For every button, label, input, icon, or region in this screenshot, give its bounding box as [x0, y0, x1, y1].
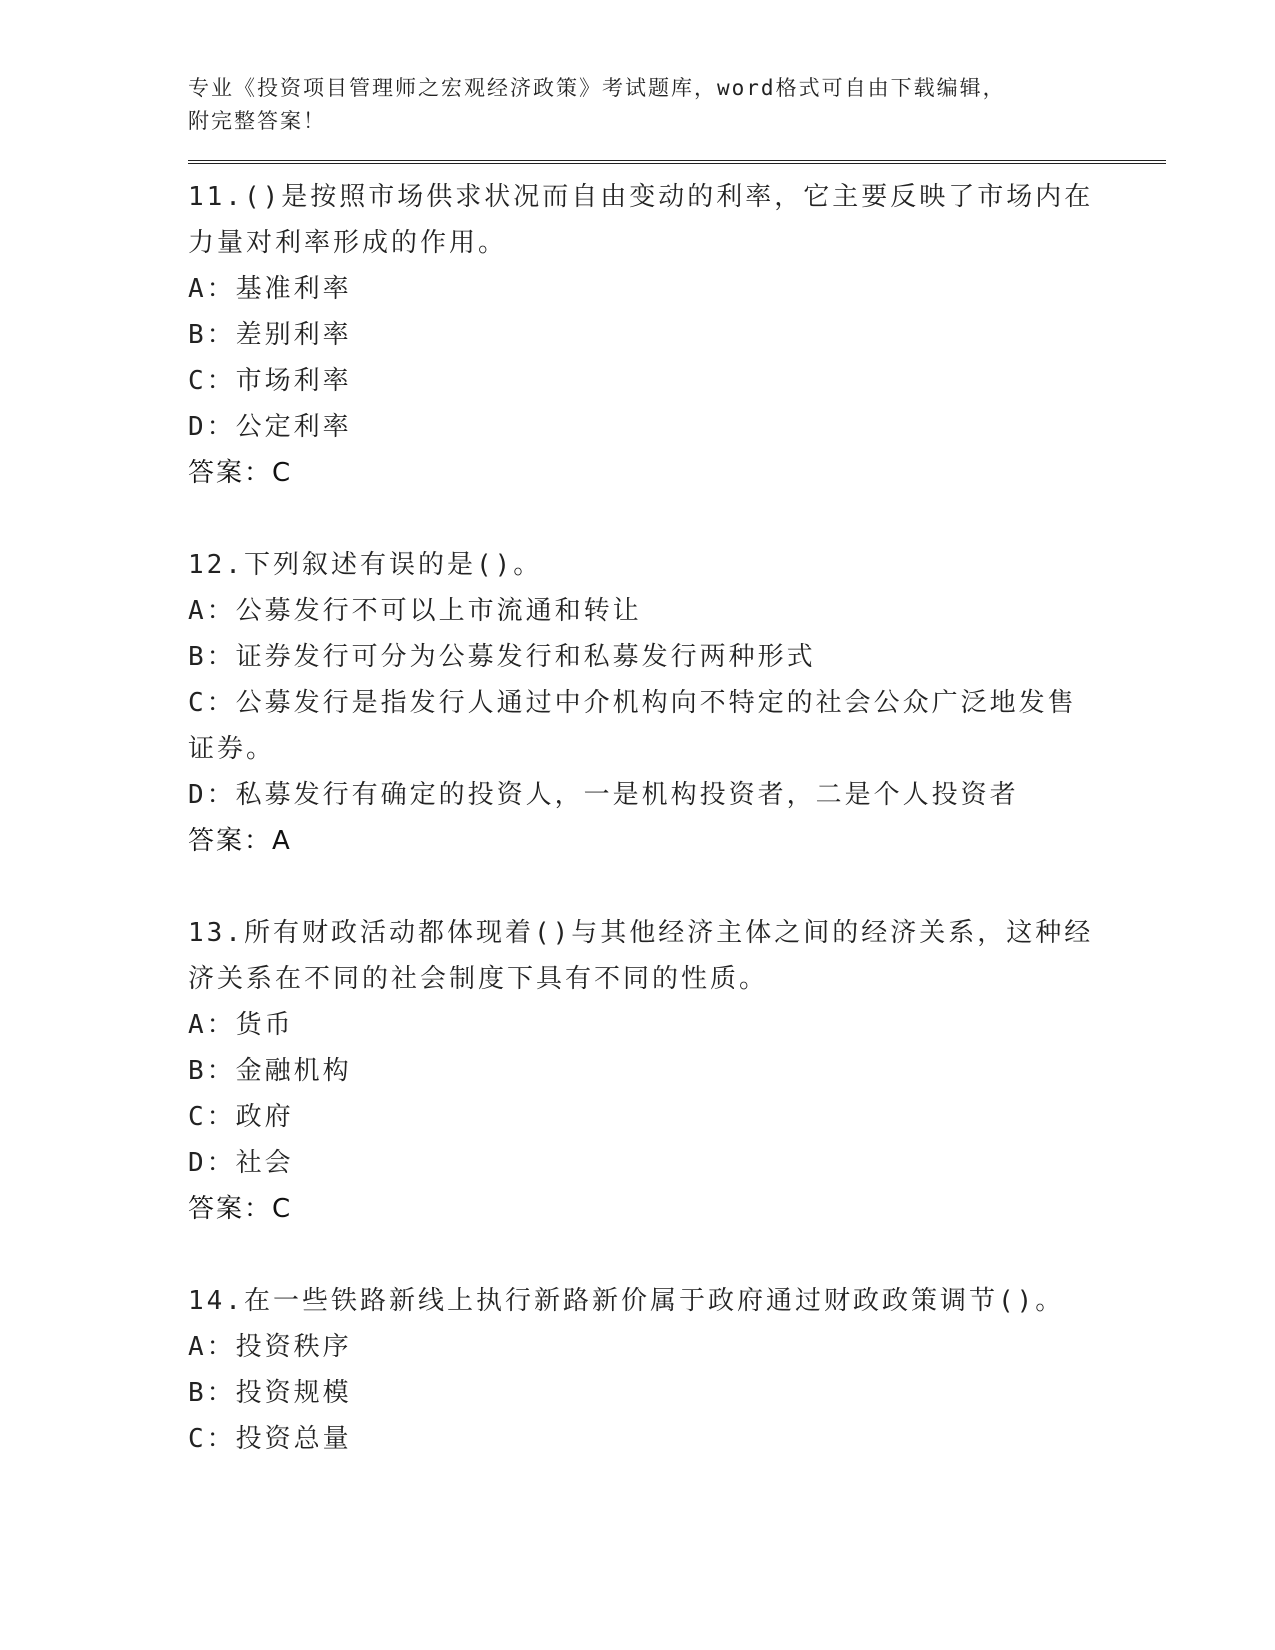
header-divider	[188, 160, 1166, 164]
answer: 答案：A	[188, 826, 292, 856]
option-a: A：投资秩序	[188, 1332, 352, 1362]
option-c: C：投资总量	[188, 1424, 352, 1454]
question-stem: 13.所有财政活动都体现着()与其他经济主体之间的经济关系，这种经	[188, 918, 1094, 948]
question-11	[188, 174, 1168, 496]
option-b: B：投资规模	[188, 1378, 352, 1408]
question-13	[188, 910, 1168, 1232]
option-b: B：差别利率	[188, 320, 352, 350]
answer: 答案：C	[188, 458, 293, 488]
question-stem-continued: 力量对利率形成的作用。	[188, 228, 508, 258]
document-page	[188, 72, 1168, 1508]
option-b: B：证券发行可分为公募发行和私募发行两种形式	[188, 642, 816, 672]
option-d: D：私募发行有确定的投资人，一是机构投资者，二是个人投资者	[188, 780, 1019, 810]
question-list	[188, 174, 1168, 1462]
answer: 答案：C	[188, 1194, 293, 1224]
option-a: A：公募发行不可以上市流通和转让	[188, 596, 642, 626]
option-c: C：公募发行是指发行人通过中介机构向不特定的社会公众广泛地发售	[188, 688, 1077, 718]
option-a: A：货币	[188, 1010, 294, 1040]
option-b: B：金融机构	[188, 1056, 352, 1086]
option-d: D：公定利率	[188, 412, 352, 442]
option-c: C：市场利率	[188, 366, 352, 396]
option-c: C：政府	[188, 1102, 294, 1132]
question-stem: 12.下列叙述有误的是()。	[188, 550, 543, 580]
option-d: D：社会	[188, 1148, 294, 1178]
document-header	[188, 72, 1168, 138]
question-14	[188, 1278, 1168, 1462]
question-stem: 14.在一些铁路新线上执行新路新价属于政府通过财政政策调节()。	[188, 1286, 1065, 1316]
question-stem-continued: 济关系在不同的社会制度下具有不同的性质。	[188, 964, 769, 994]
question-stem: 11.()是按照市场供求状况而自由变动的利率，它主要反映了市场内在	[188, 182, 1094, 212]
header-line-2: 附完整答案！	[188, 109, 326, 133]
question-12	[188, 542, 1168, 864]
header-line-1: 专业《投资项目管理师之宏观经济政策》考试题库，word格式可自由下载编辑，	[188, 76, 1006, 100]
option-c-continued: 证券。	[188, 734, 276, 764]
option-a: A：基准利率	[188, 274, 352, 304]
